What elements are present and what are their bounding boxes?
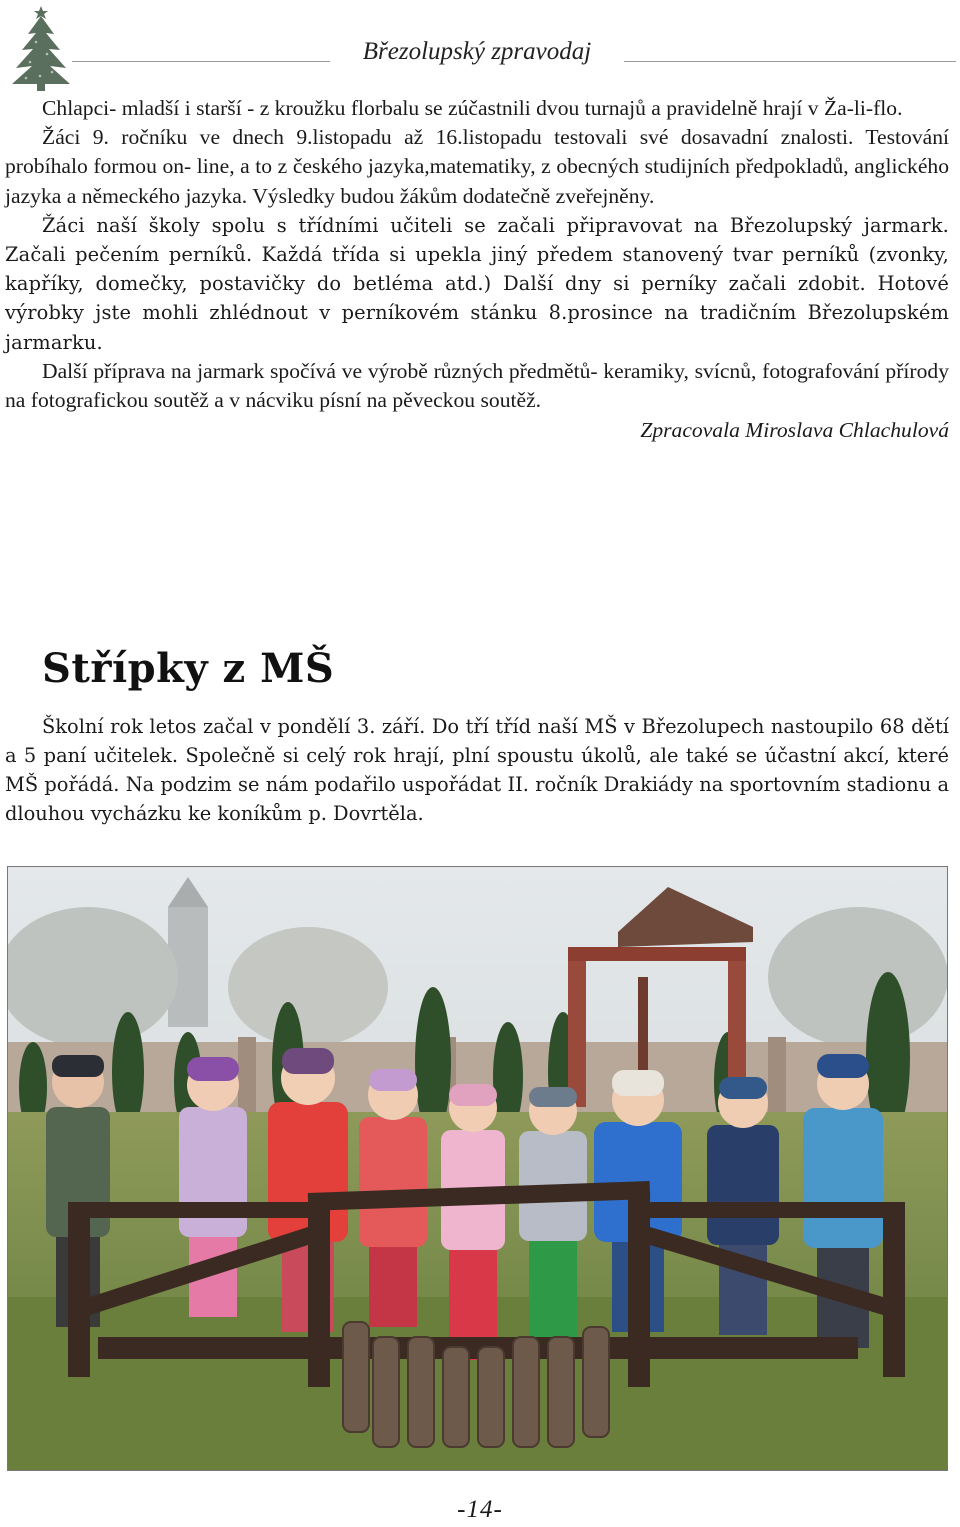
school-article <box>5 94 949 445</box>
kindergarten-text <box>5 712 949 828</box>
section-title: Střípky z MŠ <box>42 645 335 692</box>
header-rule-left <box>72 61 330 62</box>
article-paragraph: Žáci 9. ročníku ve dnech 9.listopadu až 16.listopadu testovali své dosavadní znalosti. Testování probíhalo formou on- line, a to z českého jazyka,matematiky, z obecných studijních předpokladů, anglického jazyka a německého jazyka. Výsledky budou žákům dodatečně zveřejněny. <box>5 125 949 208</box>
article-paragraph: Žáci naší školy spolu s třídními učiteli se začali připravovat na Březolupský jarmark. Začali pečením perníků. Každá třída si upekla jiný předem stanovený tvar perníků (zvonky, kapříky, domečky, postavičky do betléma atd.) Další dny si perníky začali zdobit. Hotové výrobky jste mohli zhlédnout v perníkovém stánku 8.prosince na tradičním Březolupském jarmarku. <box>5 213 949 354</box>
page-number: -14- <box>457 1496 503 1523</box>
section-paragraph: Školní rok letos začal v pondělí 3. září. Do tří tříd naší MŠ v Březolupech nastoupilo 68 dětí a 5 paní učitelek. Společně si celý rok hrají, plní spoustu úkolů, ale také se účastní akcí, které MŠ pořádá. Na podzim se nám podařilo uspořádat II. ročník Drakiády na sportovním stadionu a dlouhou vycházku ke koníkům p. Dovrtěla. <box>5 715 949 825</box>
photo-illustration <box>8 867 947 1470</box>
article-paragraph: Chlapci- mladší i starší - z kroužku florbalu se zúčastnili dvou turnajů a pravidelně hrají v Ža-li-flo. <box>42 96 903 120</box>
page-header <box>0 0 960 100</box>
newsletter-title: Březolupský zpravodaj <box>362 38 592 65</box>
header-rule-right <box>624 61 956 62</box>
group-photo <box>7 866 948 1471</box>
article-paragraph: Další příprava na jarmark spočívá ve výrobě různých předmětů- keramiky, svícnů, fotografování přírody na fotografickou soutěž a v nácviku písní na pěveckou soutěž. <box>5 358 949 413</box>
article-signature: Zpracovala Miroslava Chlachulová <box>640 418 949 443</box>
christmas-tree-icon <box>6 2 76 92</box>
